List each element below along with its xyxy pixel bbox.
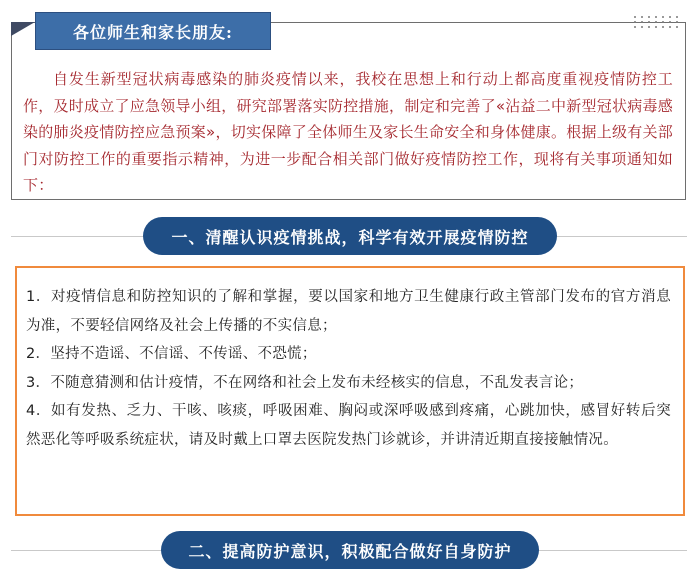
notice-list (26, 283, 671, 454)
list-item: 3．不随意猜测和估计疫情，不在网络和社会上发布未经核实的信息，不乱发表言论； (26, 374, 584, 391)
section-title-2: 二、提高防护意识，积极配合做好自身防护 (161, 531, 539, 569)
greeting-title: 各位师生和家长朋友: (35, 12, 271, 50)
dot-grid-decoration (634, 16, 680, 32)
list-item: 4．如有发热、乏力、干咳、咳痰，呼吸困难、胸闷或深呼吸感到疼痛，心跳加快，感冒好转后突然恶化等呼吸系统症状，请及时戴上口罩去医院发热门诊就诊，并讲清近期直接接触情况。 (26, 403, 671, 448)
corner-decoration (11, 22, 35, 36)
list-item: 1．对疫情信息和防控知识的了解和掌握，要以国家和地方卫生健康行政主管部门发布的官方消息为准，不要轻信网络及社会上传播的不实信息； (26, 289, 671, 334)
intro-paragraph: 自发生新型冠状病毒感染的肺炎疫情以来，我校在思想上和行动上都高度重视疫情防控工作，及时成立了应急领导小组，研究部署落实防控措施，制定和完善了«沾益二中新型冠状病毒感染的肺炎疫情防控应急预案»，切实保障了全体师生及家长生命安全和身体健康。根据上级有关部门对防控工作的重要指示精神，为进一步配合相关部门做好疫情防控工作，现将有关事项通知如下： (23, 70, 673, 194)
section-title-1: 一、清醒认识疫情挑战，科学有效开展疫情防控 (143, 217, 557, 255)
list-item: 2．坚持不造谣、不信谣、不传谣、不恐慌； (26, 346, 317, 362)
